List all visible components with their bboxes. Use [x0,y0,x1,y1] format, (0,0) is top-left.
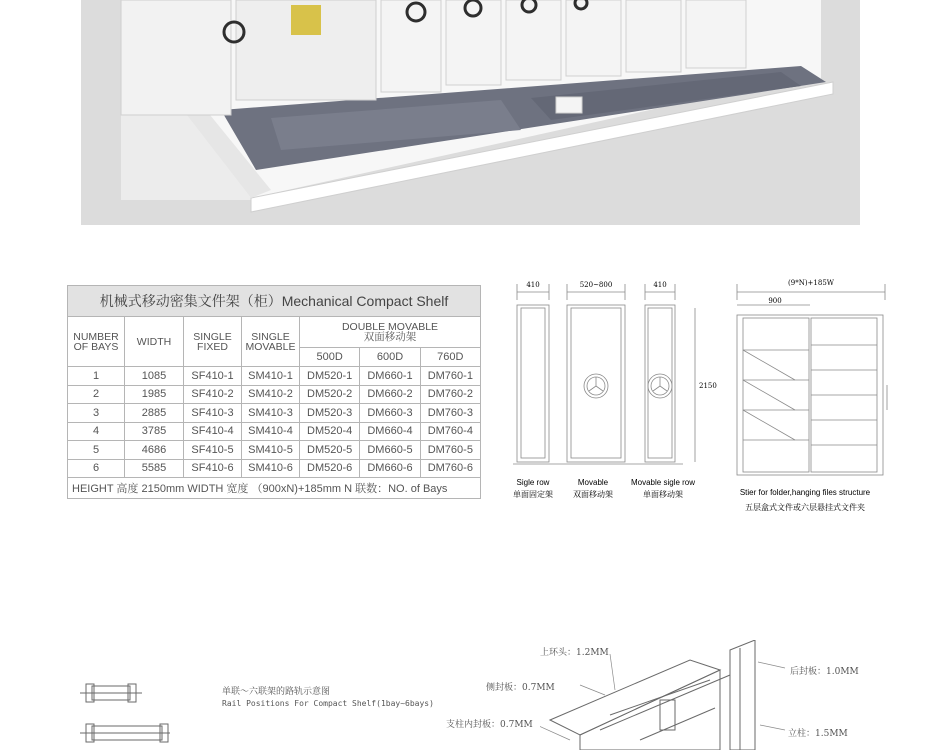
table-cell: DM660-2 [360,385,420,404]
table-cell: SM410-6 [242,459,300,478]
compact-shelf-illustration [81,0,860,225]
table-cell: DM760-6 [420,459,480,478]
dim-total-width: (9*N)+185W [788,279,834,287]
table-cell: DM520-1 [300,367,360,386]
caption-movable-cn: 双面移动架 [573,490,613,499]
table-cell: DM660-3 [360,404,420,423]
col-header-600d: 600D [360,348,420,367]
dim-2150: 2150 [699,382,717,390]
table-cell: DM520-5 [300,441,360,460]
rail-title-en: Rail Positions For Compact Shelf(1bay~6bays) [222,699,434,708]
dim-410-b: 410 [653,281,667,289]
table-row [68,404,481,423]
table-cell: DM660-1 [360,367,420,386]
table-cell: 4 [68,422,125,441]
product-photo [81,0,860,225]
table-cell: DM660-6 [360,459,420,478]
col-header-single-fixed: SINGLE FIXED [184,317,242,367]
rail-title-cn: 单联～六联架的路轨示意图 [222,686,331,696]
col-header-760d: 760D [420,348,480,367]
table-footer: HEIGHT 高度 2150mm WIDTH 宽度 （900xN)+185mm N 联数：NO. of Bays [68,478,481,499]
table-cell: DM660-5 [360,441,420,460]
table-cell: DM520-2 [300,385,360,404]
caption-single-row-cn: 单面固定架 [513,490,553,499]
col-header-single-movable: SINGLE MOVABLE [242,317,300,367]
callout-leaders [540,640,860,750]
table-cell: SM410-3 [242,404,300,423]
table-row [68,422,481,441]
table-cell: SF410-3 [184,404,242,423]
table-cell: DM520-3 [300,404,360,423]
table-cell: DM520-6 [300,459,360,478]
table-row [68,441,481,460]
table-cell: SM410-2 [242,385,300,404]
caption-movable-single-cn: 单面移动架 [643,490,683,499]
table-cell: 2 [68,385,125,404]
table-cell: DM760-1 [420,367,480,386]
caption-single-row-en: Sigle row [516,478,550,487]
table-row [68,459,481,478]
table-cell: 3 [68,404,125,423]
table-cell: DM760-4 [420,422,480,441]
table-row [68,367,481,386]
table-cell: DM660-4 [360,422,420,441]
table-body [68,367,481,478]
callout-post: 立柱：1.5MM [788,729,848,739]
rail-diagram [80,680,220,750]
col-header-double-movable [300,317,481,348]
table-cell: SF410-6 [184,459,242,478]
table-cell: SF410-4 [184,422,242,441]
caption-structure-cn: 五层盒式文件或六层悬挂式文件夹 [745,503,865,512]
col-header-500d: 500D [300,348,360,367]
table-cell: SM410-5 [242,441,300,460]
caption-movable-en: Movable [577,478,609,487]
spec-table [67,285,481,499]
table-cell: DM760-5 [420,441,480,460]
table-cell: SF410-2 [184,385,242,404]
col-header-bays: NUMBER OF BAYS [68,317,125,367]
table-cell: 1985 [125,385,184,404]
callout-post-inner: 支柱内封板：0.7MM [446,720,533,730]
table-row [68,385,481,404]
table-cell: 5 [68,441,125,460]
table-cell: SM410-4 [242,422,300,441]
table-cell: 3785 [125,422,184,441]
double-movable-cn: 双面移动架 [363,331,417,343]
table-cell: DM760-3 [420,404,480,423]
caption-movable-single-en: Movable sigle row [630,478,696,487]
dim-520: 520~800 [579,281,613,289]
table-cell: SF410-5 [184,441,242,460]
table-cell: 1 [68,367,125,386]
dim-900: 900 [768,297,782,305]
caption-structure-en: Stier for folder,hanging files structure [739,488,871,497]
table-cell: SM410-1 [242,367,300,386]
dim-410-a: 410 [526,281,540,289]
table-cell: 1085 [125,367,184,386]
table-cell: DM760-2 [420,385,480,404]
callout-back-panel: 后封板：1.0MM [790,667,859,677]
table-cell: 5585 [125,459,184,478]
table-title: 机械式移动密集文件架（柜）Mechanical Compact Shelf [68,286,481,317]
table-cell: 4686 [125,441,184,460]
table-cell: SF410-1 [184,367,242,386]
callout-top-ring: 上环头：1.2MM [540,648,609,658]
callout-side-panel: 侧封板：0.7MM [486,683,555,693]
col-header-width: WIDTH [125,317,184,367]
double-movable-en: DOUBLE MOVABLE [341,321,439,333]
table-cell: 6 [68,459,125,478]
table-cell: 2885 [125,404,184,423]
shelf-dimension-diagram [505,270,900,520]
table-cell: DM520-4 [300,422,360,441]
